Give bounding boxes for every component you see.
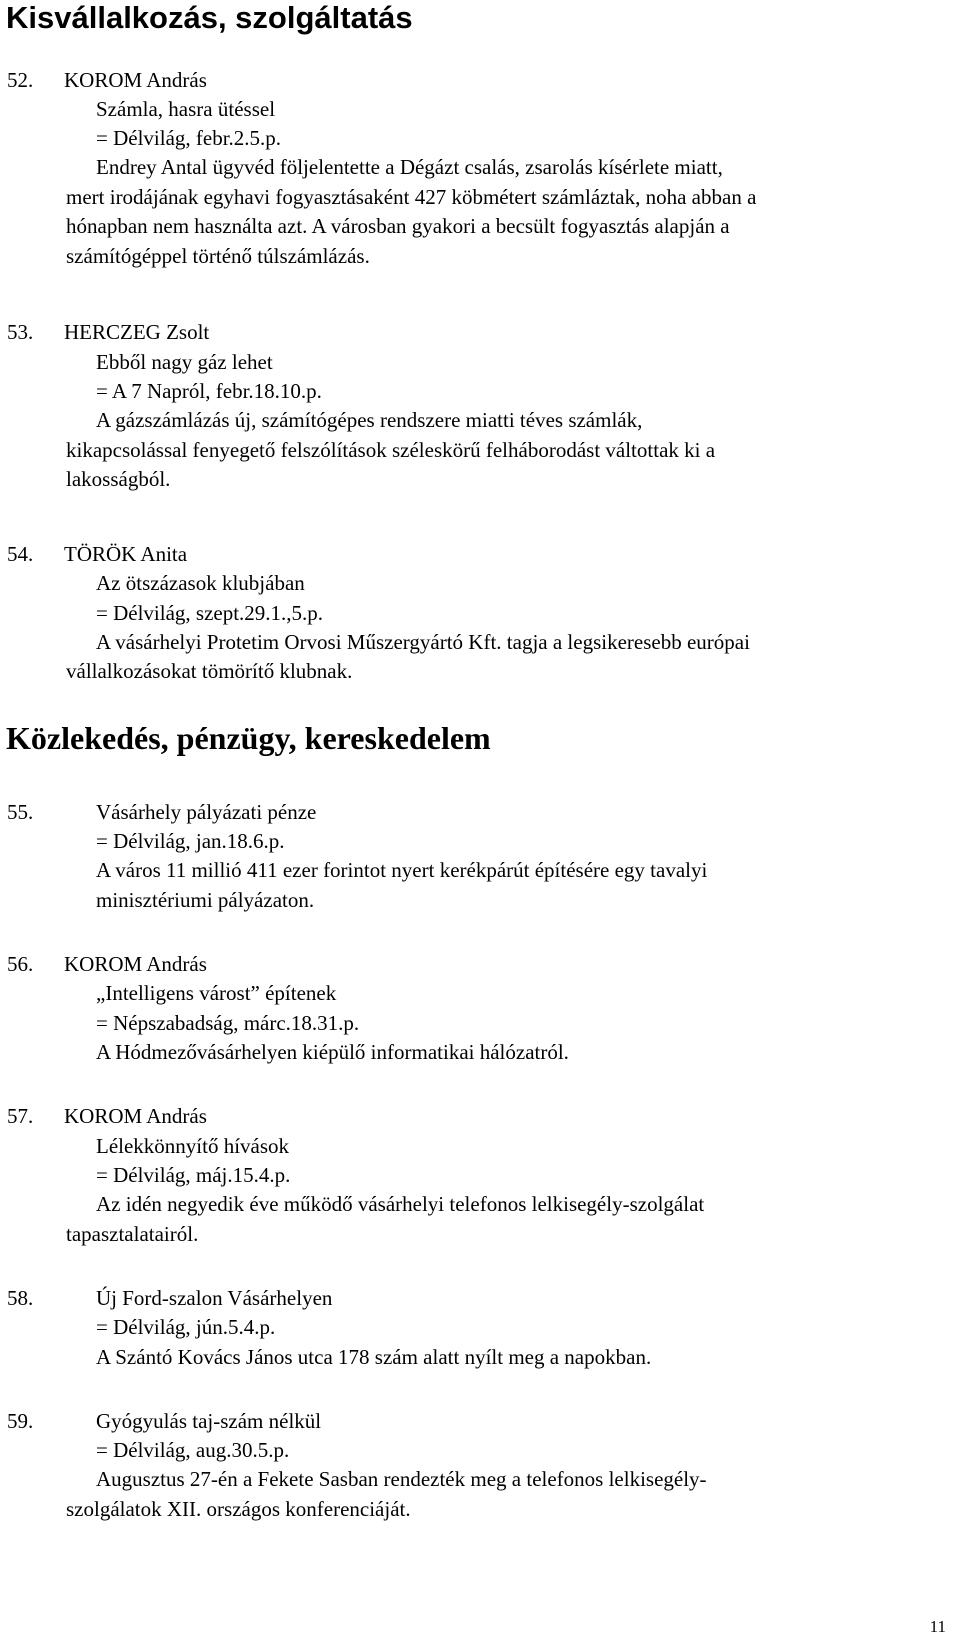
entry-number: 57. (7, 1104, 34, 1128)
entry-number: 55. (7, 800, 34, 824)
entry-summary-line: Augusztus 27-én a Fekete Sasban rendezték meg a telefonos lelkisegély- (96, 1467, 707, 1491)
entry-title: Vásárhely pályázati pénze (96, 800, 317, 824)
entry-summary-line: számítógéppel történő túlszámlázás. (66, 244, 370, 268)
entry-summary-line: A vásárhelyi Protetim Orvosi Műszergyártó Kft. tagja a legsikeresebb európai (96, 630, 750, 654)
section-title: Közlekedés, pénzügy, kereskedelem (6, 720, 491, 756)
entry-source: = Délvilág, aug.30.5.p. (96, 1438, 290, 1462)
entry-summary-line: A Hódmezővásárhelyen kiépülő informatikai hálózatról. (96, 1040, 569, 1064)
entry-summary-line: szolgálatok XII. országos konferenciáját. (66, 1497, 411, 1521)
entry-summary-line: A Szántó Kovács János utca 178 szám alatt nyílt meg a napokban. (96, 1345, 652, 1369)
entry-number: 54. (7, 542, 34, 566)
entry-title: Új Ford-szalon Vásárhelyen (96, 1286, 333, 1310)
section-title: Kisvállalkozás, szolgáltatás (6, 0, 413, 35)
entry-summary-line: Az idén negyedik éve működő vásárhelyi telefonos lelkisegély-szolgálat (96, 1192, 705, 1216)
entry-summary-line: minisztériumi pályázaton. (96, 888, 315, 912)
entry-summary-line: hónapban nem használta azt. A városban gyakori a becsült fogyasztás alapján a (66, 214, 730, 238)
entry-summary-line: kikapcsolással fenyegető felszólítások széleskörű felháborodást váltottak ki a (66, 438, 716, 462)
entry-summary-line: Endrey Antal ügyvéd följelentette a Dégázt csalás, zsarolás kísérlete miatt, (96, 155, 723, 179)
entry-title: Lélekkönnyítő hívások (96, 1134, 290, 1158)
entry-summary-line: A város 11 millió 411 ezer forintot nyert kerékpárút építésére egy tavalyi (96, 858, 708, 882)
entry-number: 52. (7, 68, 34, 92)
entry-number: 58. (7, 1286, 34, 1310)
entry-author: KOROM András (64, 952, 207, 976)
entry-author: KOROM András (64, 68, 207, 92)
entry-number: 59. (7, 1409, 34, 1433)
entry-title: Az ötszázasok klubjában (96, 571, 305, 595)
entry-title: Ebből nagy gáz lehet (96, 350, 273, 374)
entry-author: HERCZEG Zsolt (64, 320, 210, 344)
entry-number: 53. (7, 320, 34, 344)
entry-summary-line: mert irodájának egyhavi fogyasztásaként 427 köbmétert számláztak, noha abban a (66, 185, 757, 209)
entry-author: TÖRÖK Anita (64, 542, 188, 566)
entry-title: „Intelligens várost” építenek (96, 981, 337, 1005)
entry-source: = Délvilág, jún.5.4.p. (96, 1315, 276, 1339)
entry-source: = Délvilág, szept.29.1.,5.p. (96, 601, 324, 625)
entry-summary-line: tapasztalatairól. (66, 1222, 199, 1246)
page-number: 11 (929, 1617, 946, 1636)
entry-source: = Népszabadság, márc.18.31.p. (96, 1011, 360, 1035)
entry-author: KOROM András (64, 1104, 207, 1128)
entry-title: Gyógyulás taj-szám nélkül (96, 1409, 322, 1433)
entry-source: = Délvilág, febr.2.5.p. (96, 126, 282, 150)
entry-summary-line: A gázszámlázás új, számítógépes rendszere miatti téves számlák, (96, 408, 643, 432)
entry-source: = A 7 Napról, febr.18.10.p. (96, 379, 322, 403)
entry-summary-line: lakosságból. (66, 467, 171, 491)
entry-source: = Délvilág, máj.15.4.p. (96, 1163, 291, 1187)
entry-title: Számla, hasra ütéssel (96, 97, 276, 121)
entry-source: = Délvilág, jan.18.6.p. (96, 829, 285, 853)
entry-number: 56. (7, 952, 34, 976)
entry-summary-line: vállalkozásokat tömörítő klubnak. (66, 659, 353, 683)
